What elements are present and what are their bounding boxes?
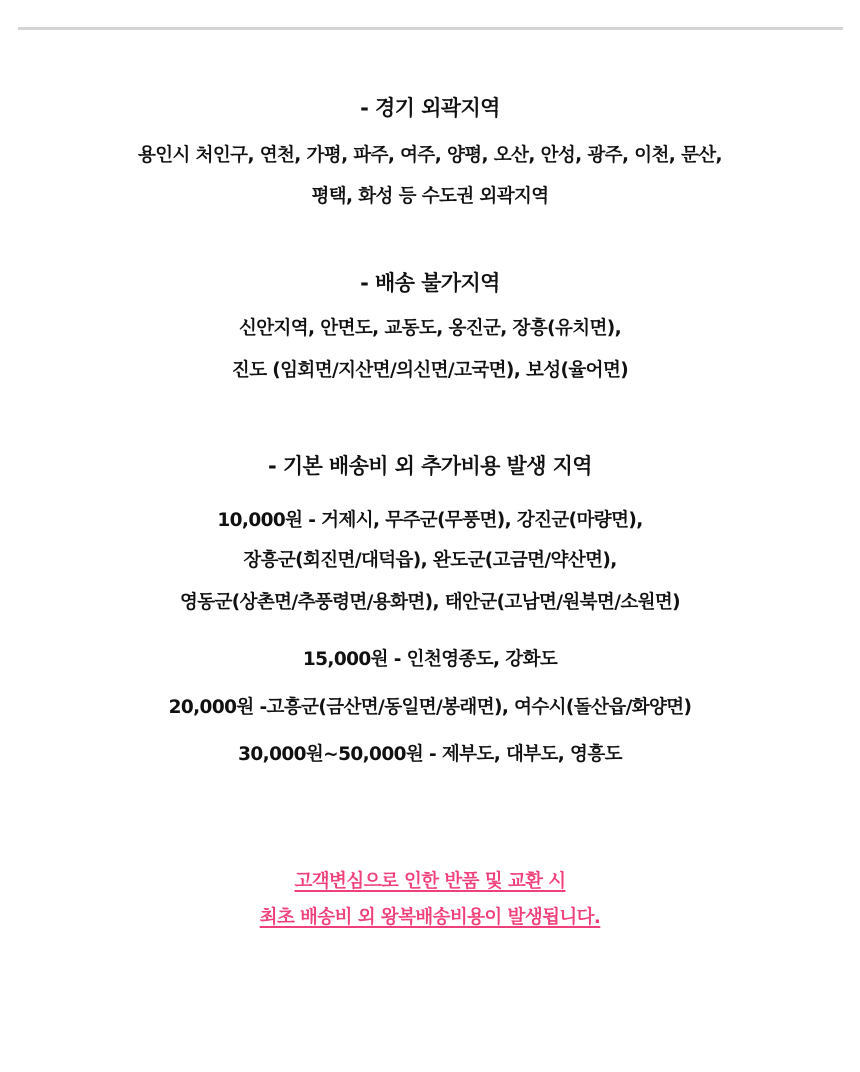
extra-fee-line-6: 30,000원~50,000원 - 제부도, 대부도, 영흥도 [238,744,622,765]
unavailable-line-1: 신안지역, 안면도, 교동도, 옹진군, 장흥(유치면), [238,318,622,339]
section-title-unavailable: - 배송 불가지역 [360,271,500,295]
gyeonggi-line-1: 용인시 처인구, 연천, 가평, 파주, 여주, 양평, 오산, 안성, 광주, 이천, 문산, [137,145,722,166]
extra-fee-line-2: 장흥군(회진면/대덕읍), 완도군(고금면/약산면), [243,550,617,571]
extra-fee-line-4: 15,000원 - 인천영종도, 강화도 [302,649,558,670]
notice-line-2: 최초 배송비 외 왕복배송비용이 발생됩니다. [259,907,601,928]
extra-fee-line-5: 20,000원 -고흥군(금산면/동일면/봉래면), 여수시(돌산읍/화양면) [168,697,692,718]
top-divider [18,27,843,30]
extra-fee-line-3: 영동군(상촌면/추풍령면/용화면), 태안군(고남면/원북면/소원면) [179,592,681,613]
extra-fee-line-1: 10,000원 - 거제시, 무주군(무풍면), 강진군(마량면), [217,510,643,531]
unavailable-line-2: 진도 (임회면/지산면/의신면/고국면), 보성(율어면) [231,360,629,381]
notice-line-1: 고객변심으로 인한 반품 및 교환 시 [294,871,566,892]
section-title-gyeonggi: - 경기 외곽지역 [360,96,500,120]
section-title-extra-fee: - 기본 배송비 외 추가비용 발생 지역 [268,454,592,478]
gyeonggi-line-2: 평택, 화성 등 수도권 외곽지역 [311,186,549,207]
